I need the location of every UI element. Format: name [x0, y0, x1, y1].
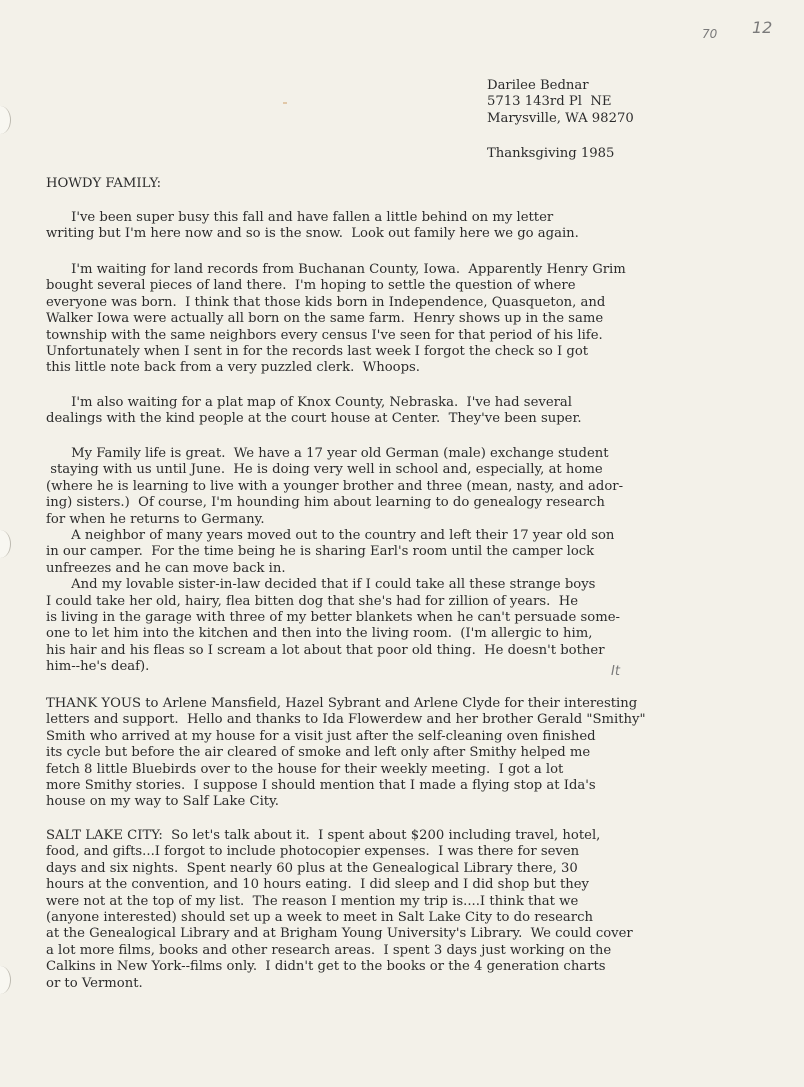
punch-hole	[0, 966, 11, 994]
text-line: Smith who arrived at my house for a visit just after the self-cleaning oven finished	[46, 728, 596, 744]
paragraph-intro	[46, 210, 762, 243]
text-line: unfreezes and he can move back in.	[46, 560, 286, 576]
text-line: A neighbor of many years moved out to the country and left their 17 year old son	[46, 527, 615, 543]
text-line: township with the same neighbors every census I've seen for that period of his life.	[46, 327, 603, 343]
paragraph-salt-lake-city	[46, 828, 762, 992]
paragraph-family-life	[46, 446, 762, 675]
sender-city: Marysville, WA 98270	[487, 110, 634, 126]
text-line: (where he is learning to live with a younger brother and three (mean, nasty, and ador-	[46, 478, 624, 494]
text-line: bought several pieces of land there. I'm hoping to settle the question of where	[46, 278, 576, 294]
text-line: everyone was born. I think that those kids born in Independence, Quasqueton, and	[46, 294, 606, 310]
sender-street: 5713 143rd Pl NE	[487, 94, 612, 110]
text-line: Unfortunately when I sent in for the records last week I forgot the check so I got	[46, 343, 589, 359]
text-line: I'm also waiting for a plat map of Knox County, Nebraska. I've had several	[46, 395, 573, 410]
sender-address	[487, 78, 634, 127]
text-line: house on my way to Salf Lake City.	[46, 794, 279, 810]
text-line: more Smithy stories. I suppose I should mention that I made a flying stop at Ida's	[46, 777, 596, 793]
text-line: days and six nights. Spent nearly 60 plus at the Genealogical Library there, 30	[46, 860, 578, 876]
handwritten-correction: It	[611, 664, 620, 679]
text-line: or to Vermont.	[46, 975, 143, 991]
paragraph-land-records	[46, 262, 762, 377]
text-line: writing but I'm here now and so is the snow. Look out family here we go again.	[46, 226, 579, 242]
text-line: at the Genealogical Library and at Brigham Young University's Library. We could cover	[46, 926, 633, 942]
text-line: dealings with the kind people at the court house at Center. They've been super.	[46, 411, 582, 427]
text-line: THANK YOUS to Arlene Mansfield, Hazel Sybrant and Arlene Clyde for their interesting	[46, 696, 638, 711]
text-line: Walker Iowa were actually all born on the same farm. Henry shows up in the same	[46, 311, 604, 327]
text-line: hours at the convention, and 10 hours eating. I did sleep and I did shop but they	[46, 877, 589, 893]
text-line: food, and gifts...I forgot to include photocopier expenses. I was there for seven	[46, 844, 580, 860]
text-line: him--he's deaf).	[46, 659, 150, 675]
text-line: one to let him into the kitchen and then into the living room. (I'm allergic to him,	[46, 626, 593, 642]
text-line: its cycle but before the air cleared of smoke and left only after Smithy helped me	[46, 745, 591, 761]
sender-name: Darilee Bednar	[487, 78, 589, 93]
text-line: SALT LAKE CITY: So let's talk about it. I spent about $200 including travel, hotel,	[46, 828, 601, 843]
text-line: I could take her old, hairy, flea bitten dog that she's had for zillion of years. He	[46, 593, 578, 609]
text-line: My Family life is great. We have a 17 year old German (male) exchange student	[46, 446, 609, 461]
letter-date: Thanksgiving 1985	[487, 146, 615, 161]
text-line: a lot more films, books and other research areas. I spent 3 days just working on the	[46, 942, 612, 958]
paragraph-thank-yous	[46, 696, 762, 811]
text-line: is living in the garage with three of my better blankets when he can't persuade some-	[46, 609, 620, 625]
handwritten-page-mark: 70	[702, 27, 718, 41]
text-line: were not at the top of my list. The reason I mention my trip is....I think that we	[46, 893, 579, 909]
handwritten-page-number: 12	[752, 18, 773, 37]
letter-greeting: HOWDY FAMILY:	[46, 176, 162, 191]
text-line: (anyone interested) should set up a week to meet in Salt Lake City to do research	[46, 909, 593, 925]
text-line: I'm waiting for land records from Buchanan County, Iowa. Apparently Henry Grim	[46, 262, 626, 277]
punch-hole	[0, 106, 11, 134]
text-line: letters and support. Hello and thanks to Ida Flowerdew and her brother Gerald "Smithy"	[46, 712, 646, 728]
text-line: fetch 8 little Bluebirds over to the house for their weekly meeting. I got a lot	[46, 761, 564, 777]
text-line: Calkins in New York--films only. I didn't get to the books or the 4 generation charts	[46, 959, 606, 975]
text-line: staying with us until June. He is doing very well in school and, especially, at home	[46, 462, 603, 478]
paragraph-plat-map	[46, 395, 762, 428]
text-line: this little note back from a very puzzled clerk. Whoops.	[46, 360, 420, 376]
text-line: I've been super busy this fall and have fallen a little behind on my letter	[46, 210, 554, 225]
paper-speck	[283, 102, 287, 104]
text-line: for when he returns to Germany.	[46, 511, 265, 527]
punch-hole	[0, 530, 11, 558]
text-line: in our camper. For the time being he is sharing Earl's room until the camper lock	[46, 544, 595, 560]
text-line: his hair and his fleas so I scream a lot about that poor old thing. He doesn't bother	[46, 642, 605, 658]
text-line: And my lovable sister-in-law decided that if I could take all these strange boys	[46, 577, 596, 593]
text-line: ing) sisters.) Of course, I'm hounding him about learning to do genealogy research	[46, 495, 605, 511]
